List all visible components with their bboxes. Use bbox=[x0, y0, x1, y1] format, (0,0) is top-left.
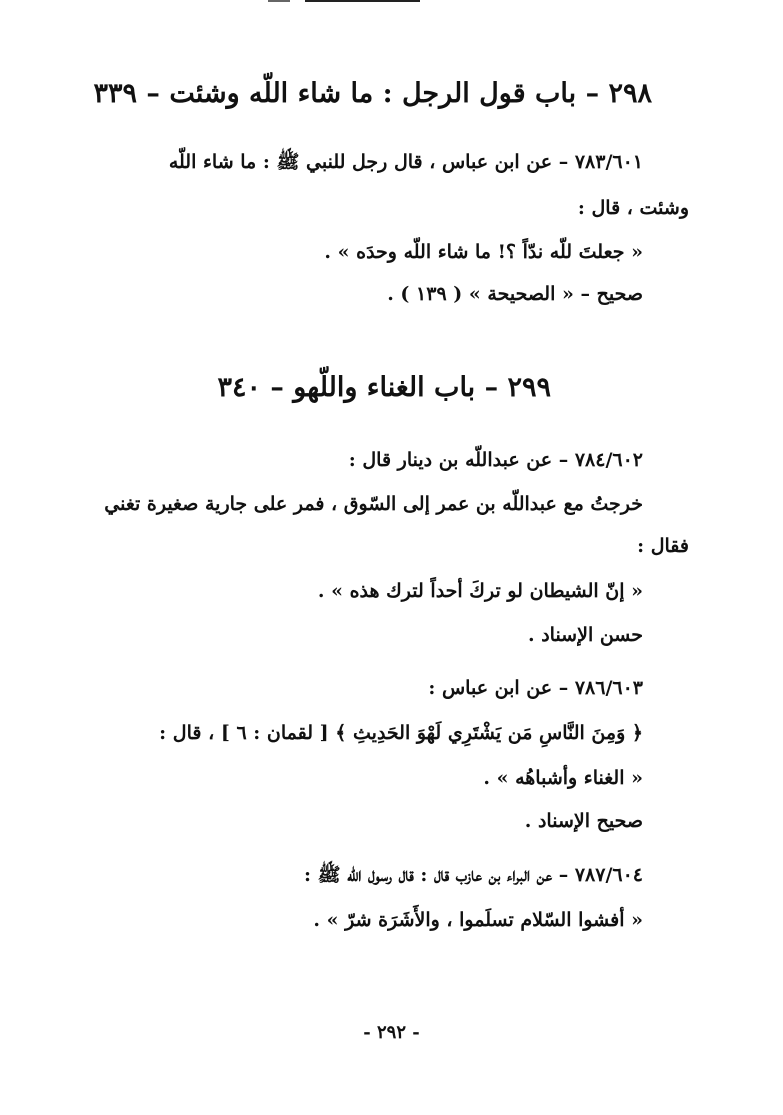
top-mark bbox=[268, 0, 290, 2]
hadith-601-grading: صحيح – « الصحيحة » ( ١٣٩ ) . bbox=[387, 283, 643, 305]
page-number: - ٢٩٢ - bbox=[363, 1022, 420, 1043]
hadith-603-text: « الغناء وأشباهُه » . bbox=[483, 767, 643, 789]
hadith-602-line-2: خرجتُ مع عبداللّه بن عمر إلى السّوق ، فمر على جارية صغيرة تغني bbox=[104, 493, 643, 515]
chapter-heading-299: ٢٩٩ – باب الغناء واللّهو – ٣٤٠ bbox=[217, 372, 551, 403]
chapter-heading-298: ٢٩٨ – باب قول الرجل : ما شاء اللّه وشئت – ٣٣٩ bbox=[93, 78, 652, 109]
hadith-603-line-1: ٧٨٦/٦٠٣ – عن ابن عباس : bbox=[428, 677, 643, 699]
hadith-603-quran-verse: ﴿ وَمِنَ النَّاسِ مَن يَشْتَرِي لَهْوَ الحَدِيثِ ﴾ [ لقمان : ٦ ] ، قال : bbox=[159, 722, 643, 744]
hadith-601-text: « جعلتَ للّه ندّاً ؟! ما شاء اللّه وحدَه » . bbox=[324, 241, 643, 263]
hadith-601-line-1: ٧٨٣/٦٠١ – عن ابن عباس ، قال رجل للنبي ﷺ : ما شاء اللّه bbox=[168, 151, 643, 173]
hadith-604-line-1: ٧٨٧/٦٠٤ – عن البراء بن عازب قال : قال رسول اللّه ﷺ : bbox=[303, 864, 643, 886]
hadith-604-text: « أفشوا السّلام تسلَموا ، والأَشَرَة شرّ » . bbox=[313, 909, 643, 931]
hadith-602-line-1: ٧٨٤/٦٠٢ – عن عبداللّه بن دينار قال : bbox=[348, 449, 643, 471]
hadith-602-grading: حسن الإسناد . bbox=[527, 624, 643, 646]
hadith-603-grading: صحيح الإسناد . bbox=[524, 810, 643, 832]
top-rule bbox=[305, 0, 420, 2]
hadith-601-line-2: وشئت ، قال : bbox=[577, 197, 689, 219]
hadith-602-line-3: فقال : bbox=[637, 535, 689, 557]
hadith-602-text: « إنّ الشيطان لو تركَ أحداً لترك هذه » . bbox=[317, 580, 643, 602]
